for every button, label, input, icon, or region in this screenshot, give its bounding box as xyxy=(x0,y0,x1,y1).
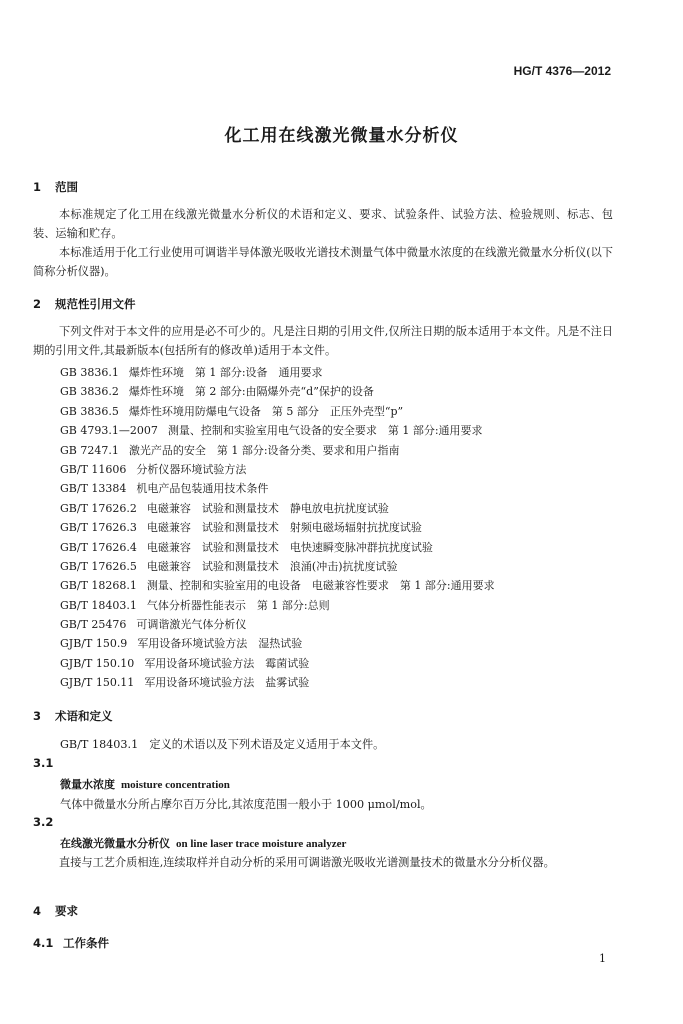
reference-title: 军用设备环境试验方法 霉菌试验 xyxy=(144,656,310,670)
section-heading-2 xyxy=(33,296,136,312)
term-3-2 xyxy=(60,835,346,851)
document-title: 化工用在线激光微量水分析仪 xyxy=(224,126,459,146)
reference-item xyxy=(60,538,620,557)
page-number: 1 xyxy=(599,952,606,965)
reference-item xyxy=(60,460,620,479)
reference-item xyxy=(60,441,620,460)
reference-code: GB/T 13384 xyxy=(60,482,127,496)
section-number: 3 xyxy=(33,709,42,723)
section-heading-3 xyxy=(33,708,113,724)
subsection-heading-4-1 xyxy=(33,935,109,951)
reference-item xyxy=(60,382,620,401)
reference-title: 气体分析器性能表示 第 1 部分:总则 xyxy=(146,598,330,612)
section-number: 4 xyxy=(33,904,42,918)
reference-title: 军用设备环境试验方法 湿热试验 xyxy=(137,637,303,651)
term-3-1 xyxy=(60,776,230,792)
section-title: 要求 xyxy=(55,904,78,918)
reference-title: 机电产品包装通用技术条件 xyxy=(136,482,269,496)
reference-code: GB 4793.1—2007 xyxy=(60,424,158,438)
reference-code: GB 7247.1 xyxy=(60,443,119,457)
reference-title: 分析仪器环境试验方法 xyxy=(136,462,247,476)
section-title: 术语和定义 xyxy=(55,709,113,723)
reference-title: 测量、控制和实验室用的电设备 电磁兼容性要求 第 1 部分:通用要求 xyxy=(146,579,495,593)
term-number-3-1: 3.1 xyxy=(33,756,54,770)
reference-item xyxy=(60,634,620,653)
reference-item xyxy=(60,518,620,537)
reference-code: GJB/T 150.10 xyxy=(60,656,135,670)
reference-title: 电磁兼容 试验和测量技术 静电放电抗扰度试验 xyxy=(146,501,389,515)
term-zh: 微量水浓度 xyxy=(60,778,115,791)
scope-paragraph-1: 本标准规定了化工用在线激光微量水分析仪的术语和定义、要求、试验条件、试验方法、检验规则、标志、包装、运输和贮存。 xyxy=(33,208,613,240)
reference-title: 测量、控制和实验室用电气设备的安全要求 第 1 部分:通用要求 xyxy=(167,424,483,438)
reference-item xyxy=(60,596,620,615)
term-zh: 在线激光微量水分析仪 xyxy=(60,837,170,850)
terms-intro: GB/T 18403.1 定义的术语以及下列术语及定义适用于本文件。 xyxy=(60,738,385,751)
reference-item xyxy=(60,479,620,498)
section-number: 2 xyxy=(33,297,42,311)
scope-paragraph-2: 本标准适用于化工行业使用可调谐半导体激光吸收光谱技术测量气体中微量水浓度的在线激光微量水分析仪(以下简称分析仪器)。 xyxy=(33,246,613,278)
reference-item xyxy=(60,576,620,595)
subsection-title: 工作条件 xyxy=(63,936,109,950)
reference-title: 电磁兼容 试验和测量技术 射频电磁场辐射抗扰度试验 xyxy=(146,521,422,535)
reference-code: GB/T 18268.1 xyxy=(60,579,137,593)
reference-title: 爆炸性环境用防爆电气设备 第 5 部分 正压外壳型“p” xyxy=(128,404,404,418)
reference-item xyxy=(60,421,620,440)
reference-item xyxy=(60,402,620,421)
reference-item xyxy=(60,673,620,692)
reference-title: 电磁兼容 试验和测量技术 浪涌(冲击)抗扰度试验 xyxy=(146,559,398,573)
section-number: 1 xyxy=(33,180,42,194)
reference-code: GB/T 17626.2 xyxy=(60,501,137,515)
term-en: on line laser trace moisture analyzer xyxy=(176,838,347,850)
reference-code: GB 3836.5 xyxy=(60,404,119,418)
reference-title: 电磁兼容 试验和测量技术 电快速瞬变脉冲群抗扰度试验 xyxy=(146,540,433,554)
reference-code: GB 3836.1 xyxy=(60,366,119,379)
reference-code: GB/T 11606 xyxy=(60,462,127,476)
reference-title: 激光产品的安全 第 1 部分:设备分类、要求和用户指南 xyxy=(128,443,400,457)
section-title: 范围 xyxy=(55,180,78,194)
section-heading-4 xyxy=(33,903,78,919)
reference-title: 爆炸性环境 第 1 部分:设备 通用要求 xyxy=(128,366,323,379)
standard-code: HG/T 4376—2012 xyxy=(513,64,611,78)
reference-code: GB/T 25476 xyxy=(60,618,127,632)
reference-item xyxy=(60,654,620,673)
reference-item xyxy=(60,557,620,576)
reference-code: GB/T 17626.5 xyxy=(60,559,137,573)
reference-title: 可调谐激光气体分析仪 xyxy=(136,618,247,632)
reference-code: GB/T 17626.4 xyxy=(60,540,137,554)
term-number-3-2: 3.2 xyxy=(33,815,54,829)
reference-code: GJB/T 150.11 xyxy=(60,676,135,690)
reference-code: GB/T 17626.3 xyxy=(60,521,137,535)
reference-item xyxy=(60,363,620,382)
reference-item xyxy=(60,499,620,518)
term-3-1-definition: 气体中微量水分所占摩尔百万分比,其浓度范围一般小于 1000 μmol/mol。 xyxy=(60,798,432,811)
subsection-number: 4.1 xyxy=(33,936,54,950)
reference-list xyxy=(60,363,620,693)
reference-item xyxy=(60,615,620,634)
reference-title: 爆炸性环境 第 2 部分:由隔爆外壳“d”保护的设备 xyxy=(128,385,374,399)
references-intro: 下列文件对于本文件的应用是必不可少的。凡是注日期的引用文件,仅所注日期的版本适用于本文件。凡是不注日期的引用文件,其最新版本(包括所有的修改单)适用于本文件。 xyxy=(33,325,613,357)
term-en: moisture concentration xyxy=(121,779,230,791)
reference-title: 军用设备环境试验方法 盐雾试验 xyxy=(144,676,310,690)
section-title: 规范性引用文件 xyxy=(55,297,136,311)
section-heading-1 xyxy=(33,179,78,195)
term-3-2-definition: 直接与工艺介质相连,连续取样并自动分析的采用可调谐激光吸收光谱测量技术的微量水分分析仪器。 xyxy=(59,856,555,869)
reference-code: GJB/T 150.9 xyxy=(60,637,128,651)
reference-code: GB 3836.2 xyxy=(60,385,119,399)
reference-code: GB/T 18403.1 xyxy=(60,598,137,612)
